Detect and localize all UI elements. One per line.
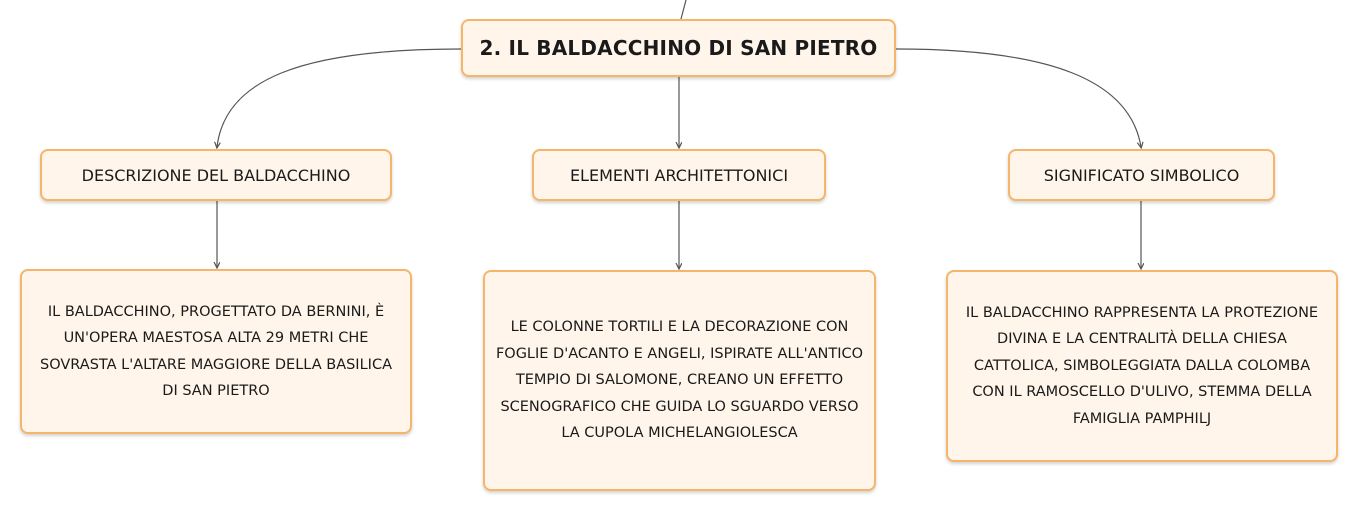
branch-node-elementi[interactable] xyxy=(532,149,826,201)
root-title: 2. IL BALDACCHINO DI SAN PIETRO xyxy=(479,36,878,60)
root-node[interactable] xyxy=(461,19,896,77)
detail-node-significato[interactable] xyxy=(946,270,1338,462)
connector-root-to-significato xyxy=(896,49,1141,147)
branch-title: SIGNIFICATO SIMBOLICO xyxy=(1043,165,1240,185)
detail-node-descrizione[interactable] xyxy=(20,269,412,434)
branch-title: ELEMENTI ARCHITETTONICI xyxy=(569,165,789,185)
branch-node-significato[interactable] xyxy=(1008,149,1275,201)
branch-node-descrizione[interactable] xyxy=(40,149,392,201)
branch-title: DESCRIZIONE DEL BALDACCHINO xyxy=(81,165,351,185)
detail-text: LE COLONNE TORTILI E LA DECORAZIONE CON FOGLIE D'ACANTO E ANGELI, ISPIRATE ALL'ANTICO TEMPIO DI SALOMONE, CREANO UN EFFETTO SCENOGRAFICO CHE GUIDA LO SGUARDO VERSO LA CUPOLA MICHELANGIOLESCA xyxy=(495,319,864,442)
detail-node-elementi[interactable] xyxy=(483,270,876,491)
incoming-connector xyxy=(681,0,686,19)
detail-text: IL BALDACCHINO RAPPRESENTA LA PROTEZIONE DIVINA E LA CENTRALITÀ DELLA CHIESA CATTOLICA, SIMBOLEGGIATA DALLA COLOMBA CON IL RAMOSCELLO D'ULIVO, STEMMA DELLA FAMIGLIA PAMPHILJ xyxy=(965,304,1319,427)
connector-root-to-descrizione xyxy=(217,49,461,147)
detail-text: IL BALDACCHINO, PROGETTATO DA BERNINI, È UN'OPERA MAESTOSA ALTA 29 METRI CHE SOVRASTA L'ALTARE MAGGIORE DELLA BASILICA DI SAN PIETRO xyxy=(40,303,392,399)
